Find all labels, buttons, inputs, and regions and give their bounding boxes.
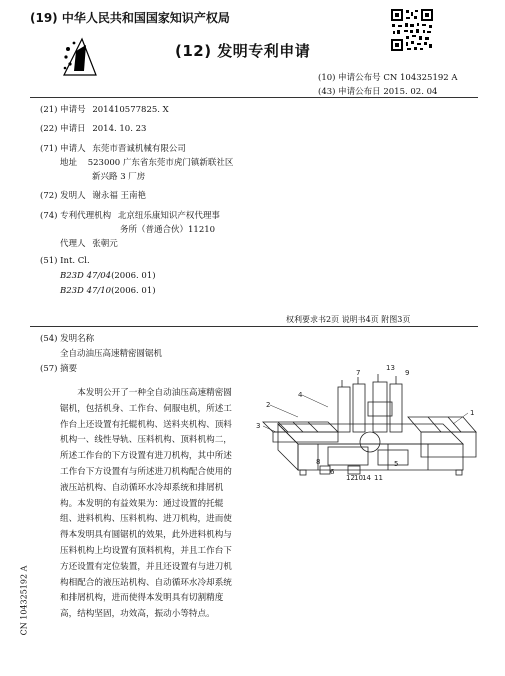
application-number-label: (21) 申请号: [40, 105, 86, 115]
applicant: 东莞市晋诚机械有限公司: [92, 144, 186, 154]
inventor-row: [40, 189, 146, 201]
ipc-date-2: (2006. 01): [111, 286, 156, 296]
ipc-code-2-row: [60, 286, 156, 296]
agent-label: 代理人: [60, 239, 86, 249]
applicant-row: [40, 142, 186, 154]
address-line2: 新兴路 3 厂房: [92, 172, 146, 182]
svg-text:11: 11: [374, 474, 383, 482]
office-name: (19) 中华人民共和国国家知识产权局: [30, 11, 230, 25]
agency-row: [40, 209, 220, 221]
address-line1: 523000 广东省东莞市虎门镇新联社区: [87, 158, 234, 168]
page-counts: 权利要求书2页 说明书4页 附图3页: [286, 315, 411, 324]
publication-date-row: [318, 85, 437, 97]
document-type-title: (12) 发明专利申请: [175, 42, 311, 60]
agency-label: (74) 专利代理机构: [40, 211, 112, 221]
agent-row: [60, 237, 118, 249]
ipc-code-1: B23D 47/04: [60, 271, 112, 281]
invention-title-label: (54) 发明名称: [40, 334, 95, 344]
publication-number-label: (10) 申请公布号: [318, 73, 381, 83]
abstract-body: [60, 386, 238, 623]
filing-date: 2014. 10. 23: [92, 124, 147, 134]
address-row: [60, 156, 233, 168]
inventors: 谢永福 王南艳: [92, 191, 147, 201]
application-number: 201410577825. X: [92, 105, 169, 115]
svg-text:2: 2: [266, 401, 271, 409]
qr-code-icon: [390, 8, 434, 52]
agent: 张朝元: [92, 239, 118, 249]
application-number-row: [40, 103, 169, 115]
machine-drawing: [258, 362, 488, 487]
svg-text:13: 13: [386, 364, 395, 372]
patent-office-emblem-icon: [62, 37, 98, 77]
agency-line1: 北京纽乐康知识产权代理事: [117, 211, 220, 221]
address-label: 地址: [60, 158, 78, 168]
invention-title: 全自动油压高速精密圆锯机: [60, 349, 163, 359]
ipc-code-2: B23D 47/10: [60, 286, 112, 296]
agency-line2: 务所（普通合伙）11210: [120, 225, 216, 235]
svg-text:12: 12: [346, 474, 355, 482]
svg-text:14: 14: [362, 474, 371, 482]
biblio-divider: [30, 326, 478, 327]
publication-date-label: (43) 申请公布日: [318, 87, 381, 97]
svg-text:1: 1: [470, 409, 475, 417]
publication-number-row: [318, 71, 458, 83]
filing-date-row: [40, 122, 146, 134]
abstract-label: (57) 摘要: [40, 364, 78, 374]
filing-date-label: (22) 申请日: [40, 124, 86, 134]
svg-text:4: 4: [298, 391, 303, 399]
svg-text:6: 6: [330, 468, 335, 476]
int-cl-label: (51) Int. Cl.: [40, 256, 90, 266]
svg-text:8: 8: [316, 458, 321, 466]
publication-date: 2015. 02. 04: [383, 87, 438, 97]
svg-text:9: 9: [405, 369, 410, 377]
svg-text:3: 3: [256, 422, 261, 430]
applicant-label: (71) 申请人: [40, 144, 86, 154]
ipc-date-1: (2006. 01): [111, 271, 156, 281]
svg-text:10: 10: [354, 474, 363, 482]
header-divider: [30, 97, 478, 98]
side-publication-number: CN 104325192 A: [19, 565, 29, 636]
svg-text:5: 5: [394, 460, 399, 468]
svg-text:7: 7: [356, 369, 361, 377]
inventor-label: (72) 发明人: [40, 191, 86, 201]
publication-number: CN 104325192 A: [383, 73, 458, 83]
abstract-text: 本发明公开了一种全自动油压高速精密圆锯机，包括机身、工作台、伺服电机，所述工作台上还设置有托辊机构、送料夹机构、顶料机构一、线性导轨、压料机构、顶料机构二，所述工作台的下方设置有进刀机构，其中所述工作台下方设置有与所述进刀机构配合使用的液压站机构、自动循环水冷却系统和排屑机构。本发明的有益效果为：通过设置的托辊组、进料机构、压料机构、进刀机构，进而使得本发明具有圆锯机的效果，此外进料机构与压料机构上均设置有顶料机构，并且工作台下方还设置有定位装置，并且还设置有与进刀机构相配合的液压站机构、自动循环水冷却系统和排屑机构，进而使得本发明具有切割精度高，结构坚固，功效高，振动小等特点。: [60, 388, 232, 620]
ipc-code-1-row: [60, 271, 156, 281]
